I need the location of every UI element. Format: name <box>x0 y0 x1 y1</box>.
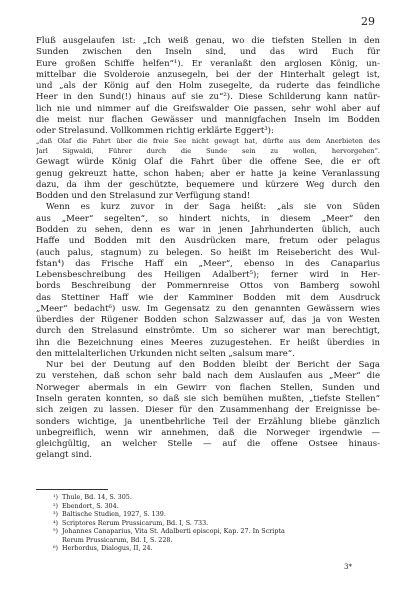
footnote <box>36 510 380 519</box>
text-line: den mittelalterlichen Urkunden nicht selten „salsum mare“. <box>36 348 295 359</box>
footnote-text: Herbordus, Dialogus, II, 24. <box>62 544 153 552</box>
text-line: sonders wichtige, ja unentbehrliche Teil der Erzählung bliebe gänzlich <box>36 416 380 427</box>
footnote-number: ¹) <box>52 493 58 501</box>
footnote-text: Thule, Bd. 14, S. 305. <box>62 493 132 501</box>
text-line: Heer in den Sund(!) hinaus auf sie zu“²). Diese Schilderung kann natür- <box>36 92 380 103</box>
text-line: und „als der König auf den Holm zusegelte, da ruderte das feindliche <box>36 81 380 92</box>
text-line: Bodden und den Strelasund zur Verfügung stand! <box>36 191 251 202</box>
text-line: genug gekreuzt hatte, schon haben; aber er hatte ja keine Veranlassung <box>36 168 380 179</box>
text-line: ihn die Bezeichnung eines Meeres zuzugestehen. Er heißt überdies in <box>36 337 380 348</box>
text-line: Gewagt würde König Olaf die Fahrt über die offene See, die er oft <box>36 157 380 168</box>
text-line: Eure großen Schiffe helfen“¹). Er veranlaßt den arglosen König, un- <box>36 58 380 69</box>
footnote-number: ⁴) <box>52 518 58 527</box>
footnote <box>36 527 380 536</box>
footnote-divider <box>36 489 108 490</box>
text-line: Bodden zu sehen, denn es war in jenen Jahrhunderten üblich, auch <box>36 224 380 235</box>
footnote-continuation: Rerum Prussicarum, Bd. I, S. 228. <box>62 535 173 544</box>
paragraph <box>36 360 380 461</box>
text-line: die meist nur flachen Gewässer und mannigfachen Inseln im Bodden <box>36 114 380 125</box>
footnote <box>36 502 380 511</box>
text-line: durch den Strelasund einströmte. Um so sicherer war man berechtigt, <box>36 326 380 337</box>
quote-line: Jarl Sigwaldi, Führer durch die Sunde sein zu wollen, hervorgehen“. <box>36 146 380 155</box>
text-line: Haffe und Bodden mit den Ausdrücken mare, fretum oder pelagus <box>36 236 380 247</box>
footnote <box>36 519 380 528</box>
footnote-text: Scriptores Rerum Prussicarum, Bd. I, S. 733. <box>62 518 209 527</box>
text-line: aus „Meer“ segelten“, so hindert nichts, in diesem „Meer“ den <box>36 213 380 224</box>
text-line: überdies der Rügener Bodden schon Salzwasser auf, das ja von Westen <box>36 315 380 326</box>
text-line: dazu, da ihm der geschützte, bequemere und kürzere Weg durch den <box>36 179 380 190</box>
text-line: (auch palus, stagnum) zu belegen. So heißt im Reisebericht des Wul- <box>36 247 380 258</box>
text-line: das Stettiner Haff wie der Kamminer Bodden mit dem Ausdruck <box>36 292 380 303</box>
footnote-number: ⁵) <box>52 527 58 535</box>
signature-mark: 3* <box>344 563 352 571</box>
text-line: Fluß ausgelaufen ist: „Ich weiß genau, wo die tiefsten Stellen in den <box>36 36 380 46</box>
text-line: mittelbar die Svolderoie anzusegeln, bei der der Hinterhalt gelegt ist, <box>36 69 380 80</box>
footnote-number: ²) <box>52 501 58 510</box>
text-line: gleichgültig, an welcher Stelle — auf die offene Ostsee hinaus- <box>36 439 380 450</box>
text-line: oder Strelasund. Vollkommen richtig erklärte Eggert³): <box>36 126 274 137</box>
page-number: 29 <box>361 15 375 28</box>
main-text <box>36 36 380 462</box>
text-line: sich zeigen zu lassen. Dieser für den Zusammenhang der Ereignisse be- <box>36 405 380 416</box>
footnote-text: Baltische Studien, 1927, S. 139. <box>62 510 166 518</box>
footnote <box>36 493 380 502</box>
text-line: gelangt sind. <box>36 450 92 461</box>
text-line: zu verstehen, daß schon sehr bald nach dem Auslaufen aus „Meer“ die <box>36 371 380 382</box>
paragraph <box>36 157 380 202</box>
footnote-number: ³) <box>52 510 58 518</box>
quote-line: „daß Olaf die Fahrt über die freie See nicht gewagt hat, dürfte aus dem Anerbieten des <box>36 137 380 146</box>
footnote-text: Johannes Canaparius, Vita St. Adalberti episcopi, Kap. 27. In Scripta <box>62 527 285 535</box>
text-line: Sunden zwischen den Inseln sind, und das wird Euch für <box>36 47 380 58</box>
footnotes <box>36 493 380 553</box>
footnote-text: Ebendort, S. 304. <box>62 501 119 510</box>
block-quote <box>36 137 380 156</box>
text-line: Nur bei der Deutung auf den Bodden bleibt der Bericht der Saga <box>46 360 380 371</box>
text-line: unbegreiflich, wenn wir annehmen, daß die Norweger irgendwie — <box>36 427 380 438</box>
footnote <box>36 544 380 553</box>
text-line: lich nie und nimmer auf die Greifswalder Oie passen, sehr wohl aber auf <box>36 103 380 114</box>
paragraph <box>36 202 380 360</box>
text-line: Norweger abermals in ein Gewirr von flachen Stellen, Sunden und <box>36 382 380 393</box>
text-line: Lebensbeschreibung des Heiligen Adalbert⁵); ferner wird in Her- <box>36 270 380 281</box>
text-line: Inseln geraten konnten, so daß sie sich bemühen mußten, „tiefste Stellen“ <box>36 393 380 404</box>
text-line: Wenn es kurz zuvor in der Saga heißt: „als sie von Süden <box>46 202 380 213</box>
text-line: fstan⁴) das Frische Haff ein „Meer“, ebenso in des Canaparius <box>36 258 380 269</box>
paragraph <box>36 36 380 137</box>
text-line: „Meer“ bedacht⁶) usw. Im Gegensatz zu den genannten Gewässern wies <box>36 303 380 314</box>
footnote-number: ⁶) <box>52 544 58 552</box>
text-line: bords Beschreibung der Pommernreise Ottos von Bamberg sowohl <box>36 281 380 292</box>
